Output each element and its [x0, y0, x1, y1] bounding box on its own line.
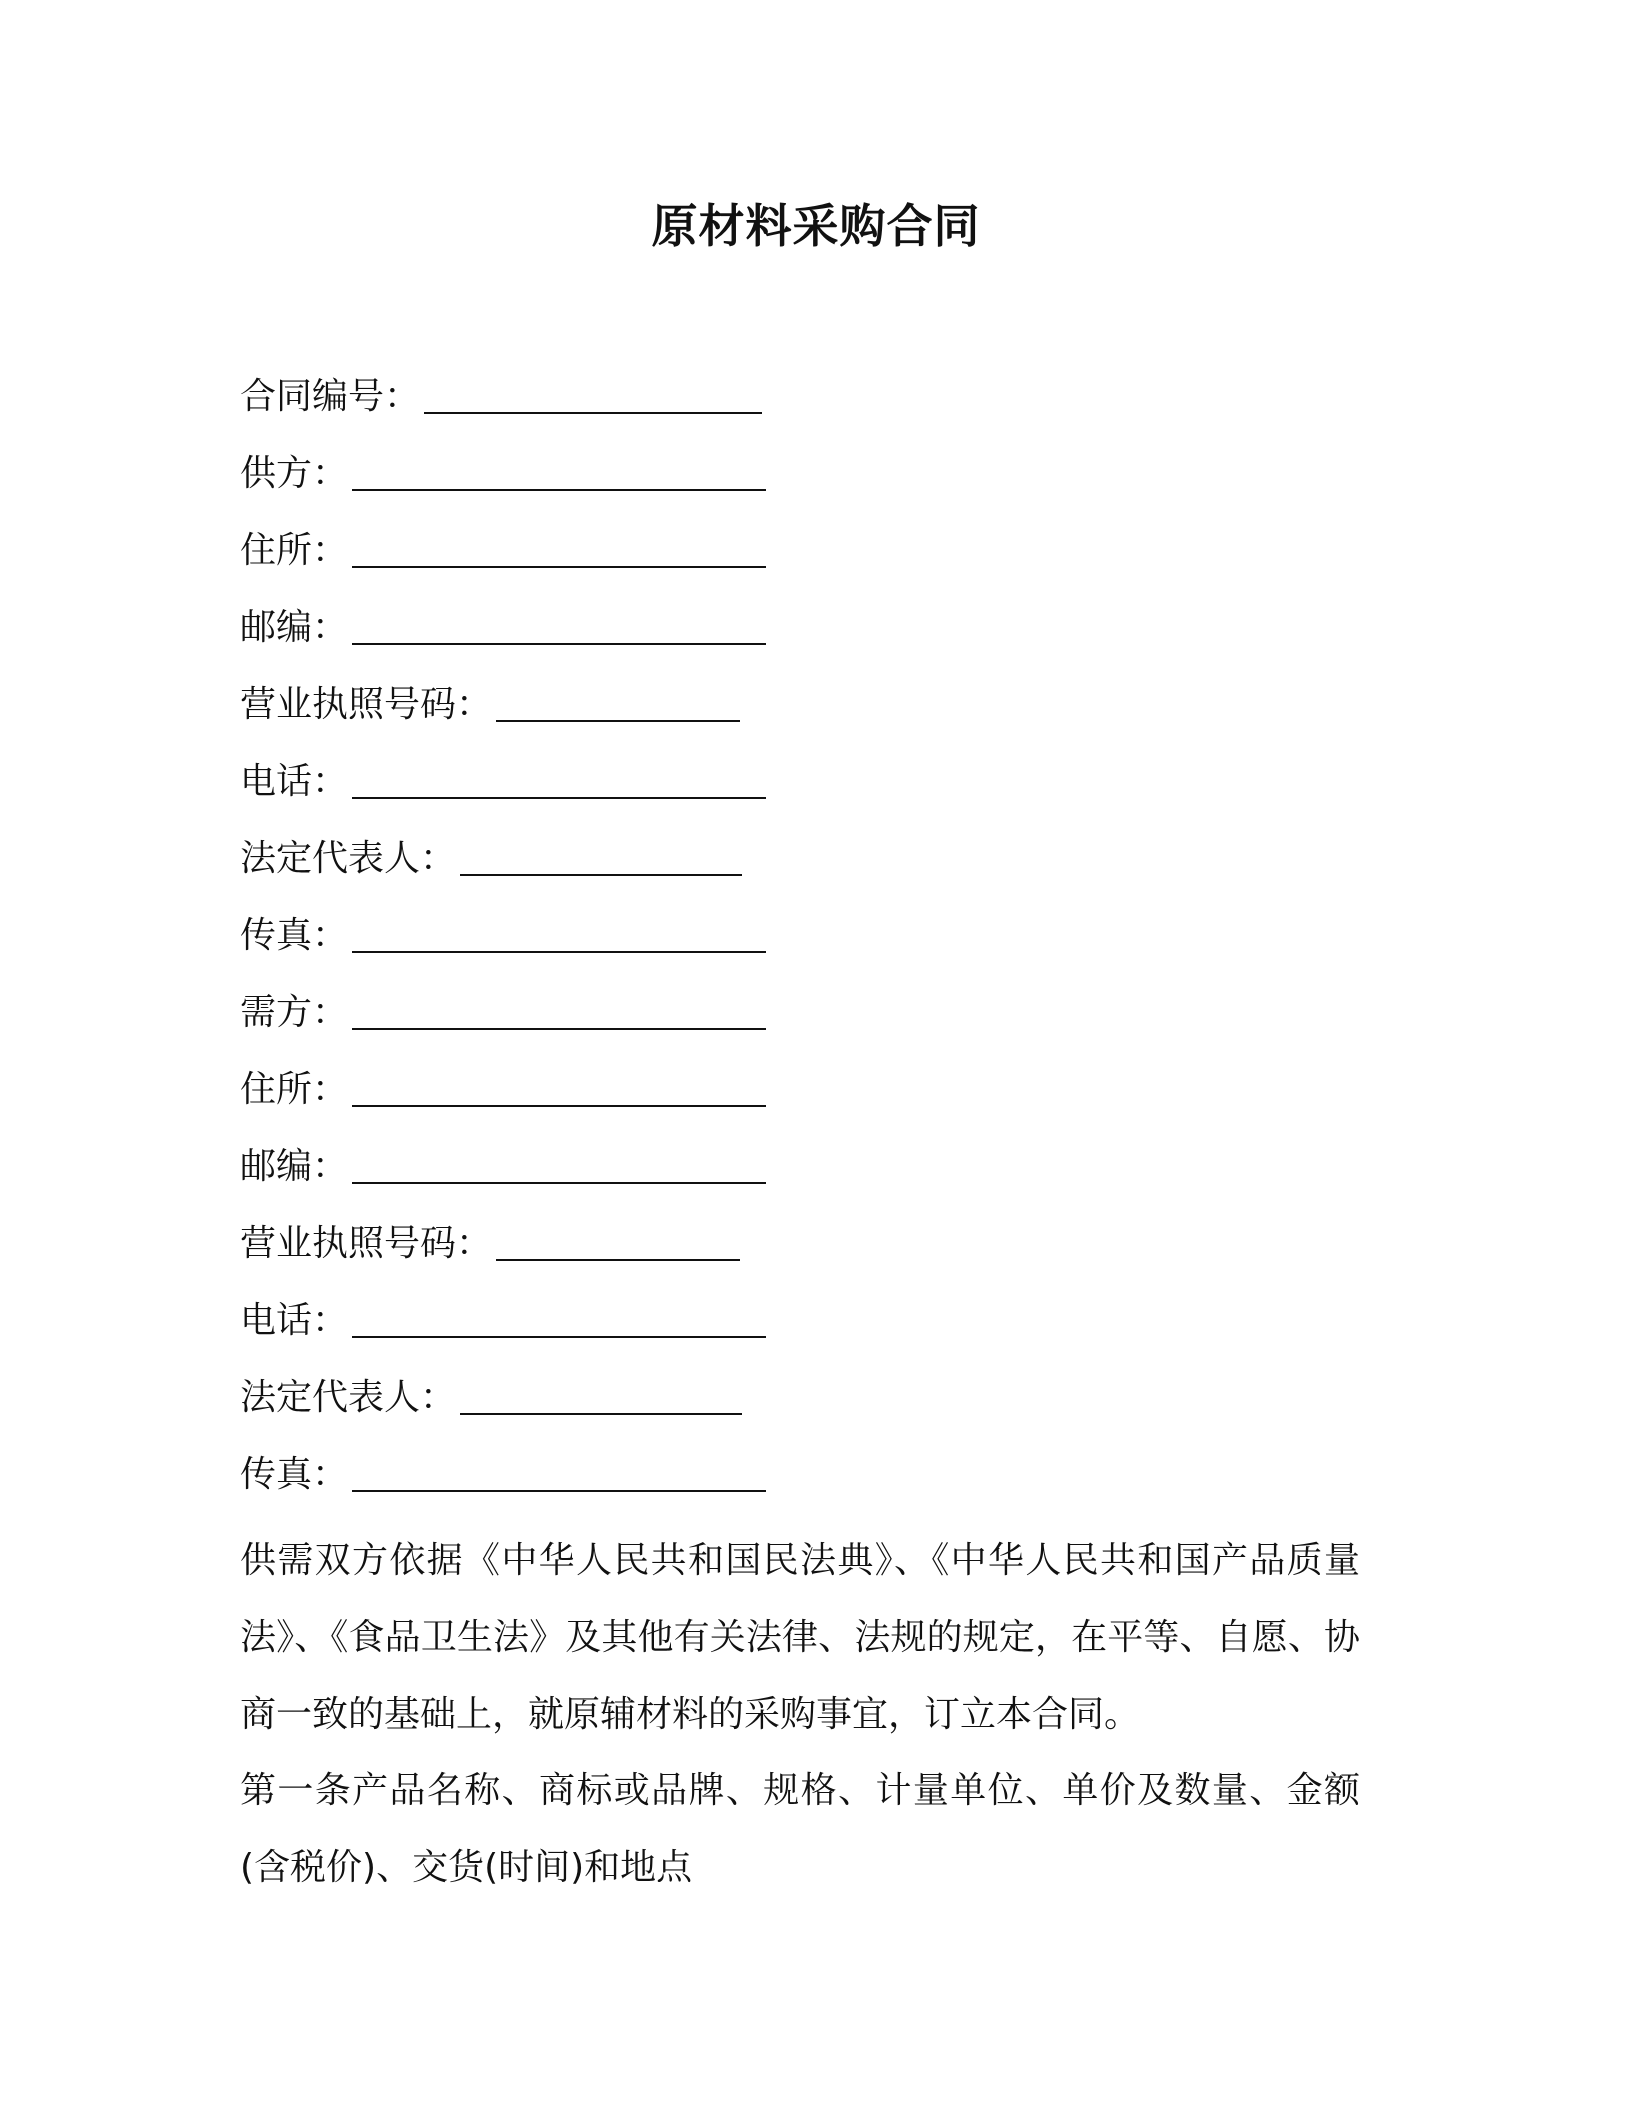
fill-in-blank[interactable]	[352, 530, 766, 568]
contract-fields	[240, 370, 1400, 1525]
fill-in-blank[interactable]	[352, 761, 766, 799]
contract-field-row	[240, 755, 1400, 832]
field-label: 合同编号：	[240, 376, 421, 417]
contract-field-row	[240, 1063, 1400, 1140]
fill-in-blank[interactable]	[352, 1069, 766, 1107]
field-label: 传真：	[240, 915, 349, 956]
contract-field-row	[240, 524, 1400, 601]
contract-field-row	[240, 370, 1400, 447]
field-label: 住所：	[240, 530, 349, 571]
fill-in-blank[interactable]	[352, 1454, 766, 1492]
field-label: 电话：	[240, 1300, 349, 1341]
contract-field-row	[240, 601, 1400, 678]
field-label: 供方：	[240, 453, 349, 494]
document-title: 原材料采购合同	[651, 199, 981, 253]
contract-field-row	[240, 832, 1400, 909]
contract-field-row	[240, 909, 1400, 986]
field-label: 邮编：	[240, 607, 349, 648]
field-label: 需方：	[240, 992, 349, 1033]
fill-in-blank[interactable]	[496, 1223, 740, 1261]
contract-field-row	[240, 986, 1400, 1063]
fill-in-blank[interactable]	[352, 1300, 766, 1338]
contract-field-row	[240, 1294, 1400, 1371]
fill-in-blank[interactable]	[424, 376, 762, 414]
fill-in-blank[interactable]	[496, 684, 740, 722]
fill-in-blank[interactable]	[352, 992, 766, 1030]
contract-field-row	[240, 1140, 1400, 1217]
field-label: 法定代表人：	[240, 1377, 457, 1418]
field-label: 住所：	[240, 1069, 349, 1110]
field-label: 电话：	[240, 761, 349, 802]
fill-in-blank[interactable]	[352, 453, 766, 491]
fill-in-blank[interactable]	[352, 1146, 766, 1184]
fill-in-blank[interactable]	[352, 607, 766, 645]
field-label: 法定代表人：	[240, 838, 457, 879]
contract-field-row	[240, 678, 1400, 755]
field-label: 营业执照号码：	[240, 1223, 493, 1264]
field-label: 营业执照号码：	[240, 684, 493, 725]
contract-field-row	[240, 1448, 1400, 1525]
article-one-heading: 第一条产品名称、商标或品牌、规格、计量单位、单价及数量、金额(含税价)、交货(时间)和地点	[240, 1770, 1360, 1888]
fill-in-blank[interactable]	[460, 1377, 742, 1415]
contract-field-row	[240, 1217, 1400, 1294]
contract-field-row	[240, 447, 1400, 524]
preamble-paragraph: 供需双方依据《中华人民共和国民法典》、《中华人民共和国产品质量法》、《食品卫生法》及其他有关法律、法规的规定，在平等、自愿、协商一致的基础上，就原辅材料的采购事宜，订立本合同。	[240, 1540, 1360, 1735]
fill-in-blank[interactable]	[352, 915, 766, 953]
field-label: 邮编：	[240, 1146, 349, 1187]
fill-in-blank[interactable]	[460, 838, 742, 876]
field-label: 传真：	[240, 1454, 349, 1495]
contract-field-row	[240, 1371, 1400, 1448]
